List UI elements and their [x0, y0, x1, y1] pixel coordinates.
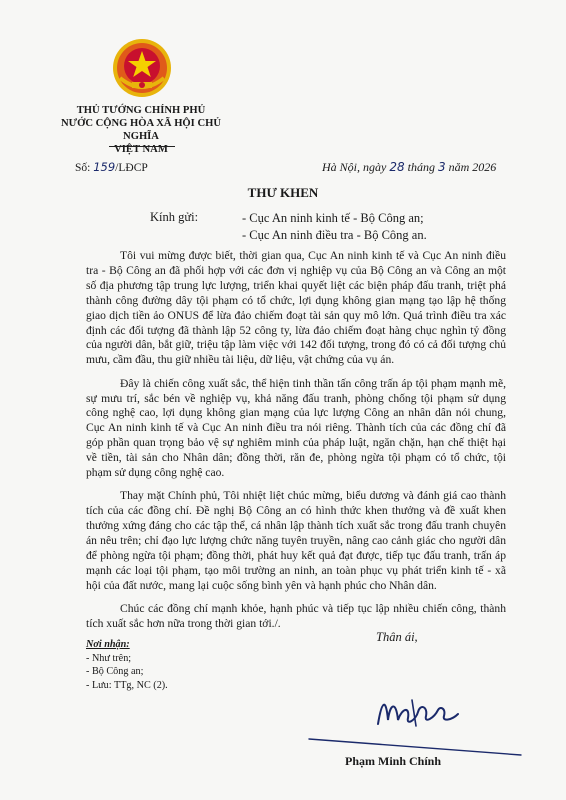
body-paragraph: Đây là chiến công xuất sắc, thể hiện tinh thần tấn công trấn áp tội phạm mạnh mẽ, sự mưu trí, sắc bén về nghiệp vụ, khả năng đấu tranh, phòng chống tội phạm sử dụng công nghệ cao, lợi dụng không gian mạng của lực lượng Công an nhân dân nói chung, Cục An ninh kinh tế và Cục An ninh điều tra nói riêng. Thành tích của các đồng chí đã góp phần quan trọng bảo vệ sự nghiêm minh của pháp luật, ngăn chặn, hạn chế thiệt hại về tiền, tài sản cho Nhân dân; đồng thời, răn đe, phòng ngừa tội phạm có tổ chức, tội phạm sử dụng công nghệ cao. — [86, 376, 506, 480]
signer-name: Phạm Minh Chính — [345, 754, 442, 768]
recipient-item: - Cục An ninh kinh tế - Bộ Công an; — [242, 211, 424, 225]
org-underline — [109, 146, 175, 147]
document-title: THƯ KHEN — [247, 185, 319, 200]
national-emblem-icon — [112, 38, 172, 98]
receiver-item: - Lưu: TTg, NC (2). — [86, 679, 168, 691]
body-paragraph: Chúc các đồng chí mạnh khỏe, hạnh phúc và tiếp tục lập nhiều chiến công, thành tích xuất sắc hơn nữa trong thời gian tới./. — [86, 602, 506, 631]
body-paragraph: Thay mặt Chính phủ, Tôi nhiệt liệt chúc mừng, biểu dương và đánh giá cao thành tích của các đồng chí. Đề nghị Bộ Công an có hình thức khen thưởng và đề xuất khen thưởng xứng đáng cho các tập thể, cá nhân lập thành tích xuất sắc trong đấu tranh chuyên án nêu trên; chỉ đạo lực lượng chức năng tuyên truyền, nâng cao cảnh giác cho người dân để phòng ngừa tội phạm; đồng thời, phát huy kết quả đạt được, tiếp tục đấu tranh, trấn áp mạnh các loại tội phạm, tạo môi trường an ninh, an toàn phục vụ phát triển kinh tế - xã hội của đất nước, mang lại cuộc sống bình yên và hạnh phúc cho Nhân dân. — [86, 489, 506, 592]
handwritten-day: 28 — [389, 160, 405, 174]
recipients-label: Kính gửi: — [150, 210, 199, 224]
body-paragraph: Tôi vui mừng được biết, thời gian qua, Cục An ninh kinh tế và Cục An ninh điều tra - Bộ Công an đã phối hợp với các đơn vị nghiệp vụ của Bộ Công an và Công an một số địa phương tập trung lực lượng, triển khai quyết liệt các biện pháp đấu tranh, triệt phá thành công đường dây tội phạm có tổ chức, lợi dụng không gian mạng tạo lập hệ thống giao dịch tiền ảo ONUS để lừa đảo chiếm đoạt tài sản quy mô lớn. Quá trình điều tra xác định các đối tượng đã thành lập 52 công ty, lừa đảo chiếm đoạt hàng chục nghìn tỷ đồng của người dân, bắt giữ, triệu tập làm việc với 142 đối tượng, trong đó có cả đối tượng chủ mưu, cầm đầu, thu giữ nhiều tài liệu, dữ liệu, vật chứng của vụ án. — [86, 249, 506, 367]
receivers-title: Nơi nhận: — [86, 639, 130, 650]
closing-phrase: Thân ái, — [376, 630, 418, 644]
receivers-block — [86, 638, 168, 692]
receiver-item: - Bộ Công an; — [86, 666, 144, 677]
recipient-item: - Cục An ninh điều tra - Bộ Công an. — [242, 228, 427, 242]
signature-icon — [372, 690, 462, 734]
handwritten-doc-number: 159 — [93, 160, 116, 174]
date-line: Hà Nội, ngày 28 tháng 3 năm 2026 — [322, 160, 497, 174]
org-line: VIỆT NAM — [114, 144, 168, 155]
org-line: NƯỚC CỘNG HÒA XÃ HỘI CHỦ NGHĨA — [61, 118, 221, 142]
document-number: Số: 159/LĐCP — [75, 160, 148, 174]
org-line: THỦ TƯỚNG CHÍNH PHỦ — [76, 105, 206, 116]
issuing-organization — [52, 104, 230, 156]
handwritten-month: 3 — [437, 160, 446, 174]
letter-body — [86, 249, 506, 640]
receiver-item: - Như trên; — [86, 652, 132, 664]
recipients-list — [242, 210, 427, 244]
